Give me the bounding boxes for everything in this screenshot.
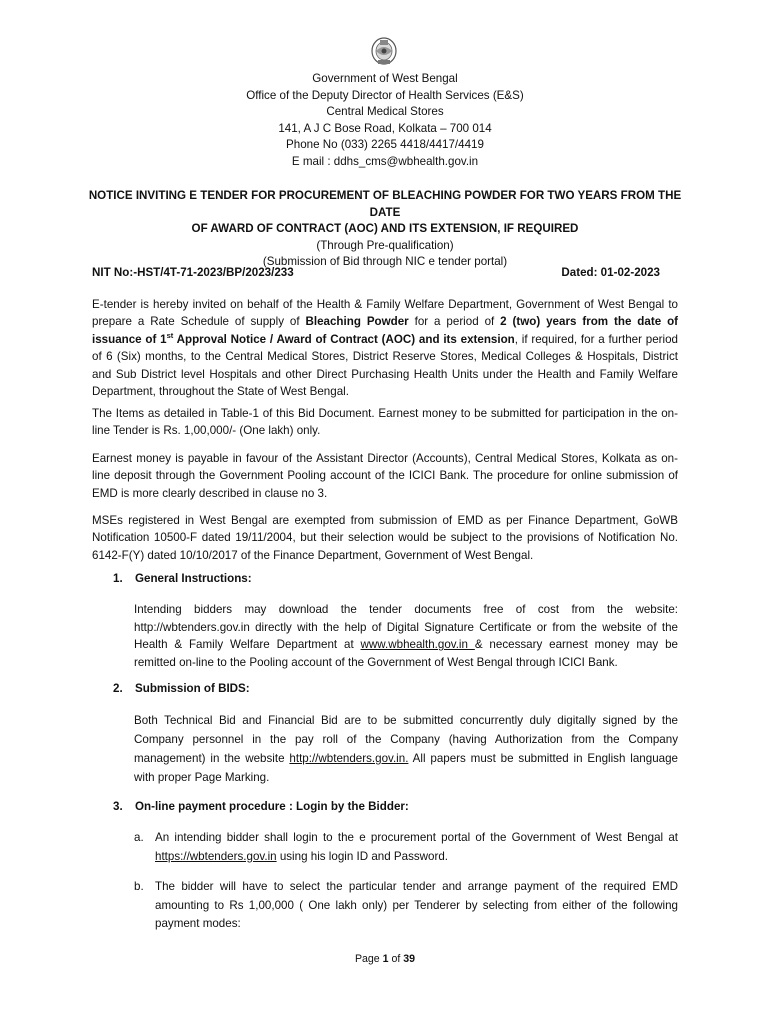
office-name: Office of the Deputy Director of Health Services (E&S): [246, 88, 524, 102]
para1-text-3: , if required, for a further period of 6 (Six) months, to the Central Medical Stores, District Reserve Stores, Medical Colleges & Hospitals, District and Sub District level Hospitals and other Direct Purchasing Health Units under the Health and Family Welfare Department, throughout the State of West Bengal.: [92, 332, 678, 399]
section-2-heading: [113, 682, 250, 695]
paragraph-earnest-money: Earnest money is payable in favour of the Assistant Director (Accounts), Central Medical Stores, Kolkata as on-line deposit through the Government Pooling account of the ICICI Bank. The procedure for online submission of EMD is more clearly described in clause no 3.: [92, 452, 678, 500]
page-footer: [0, 953, 770, 965]
item-a-letter: a.: [134, 831, 144, 844]
footer-of-word: of: [388, 953, 404, 965]
notice-title: [88, 188, 682, 271]
email: E mail : ddhs_cms@wbhealth.gov.in: [291, 154, 479, 168]
phone: Phone No (033) 2265 4418/4417/4419: [286, 138, 484, 152]
paragraph-items: The Items as detailed in Table-1 of this Bid Document. Earnest money to be submitted for participation in the on-line Tender is Rs. 1,00,000/- (One lakh) only.: [92, 407, 678, 438]
state-emblem-icon: [367, 33, 401, 69]
wbhealth-link[interactable]: www.wbhealth.gov.in: [360, 638, 475, 652]
wbtenders-https-link[interactable]: https://wbtenders.gov.in: [155, 849, 277, 863]
nit-number: NIT No:-HST/4T-71-2023/BP/2023/233: [92, 266, 294, 279]
section-1-heading: [113, 572, 252, 585]
govt-name: Government of West Bengal: [312, 72, 458, 85]
title-line-3: (Through Pre-qualification): [316, 238, 454, 252]
section-1-body: [134, 601, 678, 671]
nit-row: [92, 266, 660, 279]
section-1-text-1: Intending bidders may download the tender documents free of cost from the website: http://wbtenders.gov.in directly with the help of Digital Signature Certificate or from the website of the Health & Family Welfare Department at: [134, 603, 678, 652]
para1-bold-3: Approval Notice / Award of Contract (AOC) and its extension: [173, 332, 515, 346]
section-2-text-1: Both Technical Bid and Financial Bid are to be submitted concurrently duly digitally signed by the Company personnel in the pay roll of the Company (having Authorization from the Company management) in the website: [134, 714, 678, 765]
section-3-title: On-line payment procedure : Login by the Bidder:: [135, 800, 409, 813]
letterhead: [0, 71, 770, 171]
section-2-number: 2.: [113, 682, 123, 695]
footer-total-pages: 39: [403, 953, 416, 965]
title-line-2: OF AWARD OF CONTRACT (AOC) AND ITS EXTENSION, IF REQUIRED: [191, 222, 579, 236]
section-2-body: [134, 711, 678, 787]
item-b-text: The bidder will have to select the particular tender and arrange payment of the required EMD amounting to Rs 1,00,000 ( One lakh only) per Tenderer by selecting from either of the following payment modes:: [155, 880, 678, 931]
section-3-number: 3.: [113, 800, 123, 813]
department-name: Central Medical Stores: [326, 105, 444, 119]
footer-page-word: Page: [354, 953, 383, 965]
item-b-letter: b.: [134, 880, 144, 893]
item-a-text-2: using his login ID and Password.: [276, 849, 449, 863]
section-1-text-2: & necessary earnest money may be remitted on-line to the Pooling account of the Government of West Bengal through ICICI Bank.: [134, 638, 678, 669]
section-3-item-a: [134, 829, 678, 866]
section-2-text-2: All papers must be submitted in English language with proper Page Marking.: [134, 752, 678, 784]
item-a-text-1: An intending bidder shall login to the e procurement portal of the Government of West Bengal at: [155, 831, 678, 844]
para1-sup: st: [166, 330, 174, 340]
para1-bold-2: 2 (two) years from the date of issuance of 1: [92, 315, 679, 346]
title-line-4: (Submission of Bid through NIC e tender portal): [262, 255, 508, 269]
paragraph-intro: [92, 296, 678, 400]
paragraph-mse: MSEs registered in West Bengal are exempted from submission of EMD as per Finance Department, GoWB Notification 10500-F dated 19/11/2004, but their selection would be subject to the provisions of Notification No. 6142-F(Y) dated 10/10/2017 of the Finance Department, Government of West Bengal.: [92, 514, 678, 562]
wbtenders-link[interactable]: http://wbtenders.gov.in.: [289, 752, 409, 765]
section-3-heading: [113, 800, 409, 813]
title-line-1: NOTICE INVITING E TENDER FOR PROCUREMENT OF BLEACHING POWDER FOR TWO YEARS FROM THE DATE: [88, 189, 682, 219]
section-3-item-b: [134, 878, 678, 934]
footer-current-page: 1: [382, 953, 389, 965]
section-1-number: 1.: [113, 572, 123, 585]
nit-date: Dated: 01-02-2023: [561, 266, 660, 279]
para1-text-2: for a period of: [408, 315, 501, 329]
para1-text-1: E-tender is hereby invited on behalf of the Health & Family Welfare Department, Government of West Bengal to prepare a Rate Schedule of supply of: [92, 298, 678, 329]
section-1-title: General Instructions:: [135, 572, 252, 585]
section-2-title: Submission of BIDS:: [135, 682, 250, 695]
para1-bold-1: Bleaching Powder: [305, 315, 409, 329]
address: 141, A J C Bose Road, Kolkata – 700 014: [278, 121, 492, 135]
